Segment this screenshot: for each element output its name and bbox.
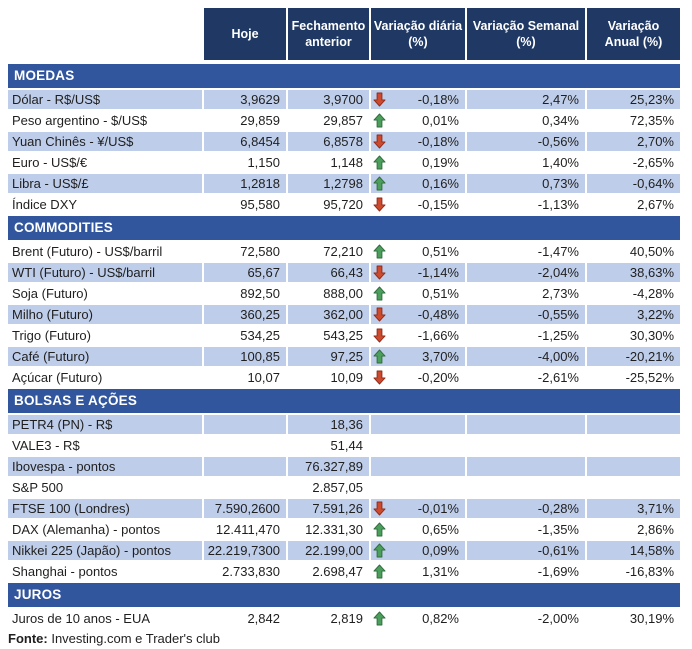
row-label: Trigo (Futuro) bbox=[8, 326, 202, 345]
variacao-semanal-value: -1,35% bbox=[467, 520, 585, 539]
table-row bbox=[8, 174, 680, 193]
variacao-diaria-value: -0,18% bbox=[417, 92, 459, 107]
arrow-slot-empty bbox=[373, 438, 387, 454]
row-label: DAX (Alemanha) - pontos bbox=[8, 520, 202, 539]
hoje-value: 12.411,470 bbox=[204, 520, 286, 539]
table-row bbox=[8, 499, 680, 518]
hoje-value: 3,9629 bbox=[204, 90, 286, 109]
hoje-value: 534,25 bbox=[204, 326, 286, 345]
variacao-semanal-value: -1,47% bbox=[467, 242, 585, 261]
variacao-diaria-cell bbox=[371, 242, 465, 261]
arrow-slot-empty bbox=[373, 459, 387, 475]
variacao-diaria-value: -0,20% bbox=[417, 370, 459, 385]
row-label: FTSE 100 (Londres) bbox=[8, 499, 202, 518]
row-label: Shanghai - pontos bbox=[8, 562, 202, 581]
variacao-diaria-cell bbox=[371, 174, 465, 193]
variacao-anual-value: 72,35% bbox=[587, 111, 680, 130]
arrow-down-icon bbox=[373, 265, 387, 281]
row-label: Café (Futuro) bbox=[8, 347, 202, 366]
variacao-diaria-cell bbox=[371, 347, 465, 366]
variacao-diaria-cell bbox=[371, 520, 465, 539]
hoje-value: 100,85 bbox=[204, 347, 286, 366]
table-row bbox=[8, 347, 680, 366]
variacao-diaria-cell bbox=[371, 284, 465, 303]
hoje-value: 2,842 bbox=[204, 609, 286, 628]
variacao-diaria-cell bbox=[371, 90, 465, 109]
variacao-diaria-value: 0,19% bbox=[422, 155, 459, 170]
variacao-diaria-value: 1,31% bbox=[422, 564, 459, 579]
fechamento-anterior-value: 2.698,47 bbox=[288, 562, 369, 581]
row-label: Ibovespa - pontos bbox=[8, 457, 202, 476]
variacao-diaria-value: -1,14% bbox=[417, 265, 459, 280]
table-row bbox=[8, 111, 680, 130]
variacao-diaria-value: -0,18% bbox=[417, 134, 459, 149]
variacao-semanal-value bbox=[467, 457, 585, 476]
hoje-value: 10,07 bbox=[204, 368, 286, 387]
table-row bbox=[8, 541, 680, 560]
table-row bbox=[8, 478, 680, 497]
section-header-juros: JUROS bbox=[8, 583, 680, 607]
fechamento-anterior-value: 72,210 bbox=[288, 242, 369, 261]
table-header-row bbox=[8, 8, 680, 60]
variacao-anual-value: 2,67% bbox=[587, 195, 680, 214]
variacao-semanal-value: -2,00% bbox=[467, 609, 585, 628]
variacao-anual-value: 40,50% bbox=[587, 242, 680, 261]
hoje-value: 2.733,830 bbox=[204, 562, 286, 581]
hoje-value bbox=[204, 457, 286, 476]
fechamento-anterior-value: 1,2798 bbox=[288, 174, 369, 193]
variacao-semanal-value: -1,13% bbox=[467, 195, 585, 214]
arrow-up-icon bbox=[373, 244, 387, 260]
table-row bbox=[8, 326, 680, 345]
variacao-anual-value: 30,19% bbox=[587, 609, 680, 628]
variacao-anual-value bbox=[587, 415, 680, 434]
section-header-moedas: MOEDAS bbox=[8, 64, 680, 88]
variacao-diaria-cell bbox=[371, 263, 465, 282]
table-row bbox=[8, 457, 680, 476]
fechamento-anterior-value: 76.327,89 bbox=[288, 457, 369, 476]
variacao-diaria-cell bbox=[371, 499, 465, 518]
fechamento-anterior-value: 10,09 bbox=[288, 368, 369, 387]
variacao-anual-value: -16,83% bbox=[587, 562, 680, 581]
arrow-down-icon bbox=[373, 197, 387, 213]
column-header-fechamento-anterior: Fechamento anterior bbox=[288, 8, 369, 60]
variacao-anual-value: 2,86% bbox=[587, 520, 680, 539]
table-row bbox=[8, 195, 680, 214]
variacao-diaria-cell bbox=[371, 368, 465, 387]
arrow-up-icon bbox=[373, 349, 387, 365]
arrow-down-icon bbox=[373, 370, 387, 386]
row-label: Brent (Futuro) - US$/barril bbox=[8, 242, 202, 261]
row-label: Açúcar (Futuro) bbox=[8, 368, 202, 387]
variacao-diaria-cell bbox=[371, 305, 465, 324]
variacao-diaria-cell bbox=[371, 457, 465, 476]
hoje-value: 7.590,2600 bbox=[204, 499, 286, 518]
table-row bbox=[8, 520, 680, 539]
table-row bbox=[8, 242, 680, 261]
variacao-diaria-cell bbox=[371, 111, 465, 130]
hoje-value: 29,859 bbox=[204, 111, 286, 130]
row-label: Libra - US$/£ bbox=[8, 174, 202, 193]
variacao-diaria-cell bbox=[371, 326, 465, 345]
column-header-hoje: Hoje bbox=[204, 8, 286, 60]
table-row bbox=[8, 562, 680, 581]
source-footer bbox=[8, 631, 680, 646]
variacao-diaria-value: 0,82% bbox=[422, 611, 459, 626]
arrow-down-icon bbox=[373, 328, 387, 344]
variacao-semanal-value: 0,34% bbox=[467, 111, 585, 130]
section-header-commodities: COMMODITIES bbox=[8, 216, 680, 240]
row-label: WTI (Futuro) - US$/barril bbox=[8, 263, 202, 282]
arrow-up-icon bbox=[373, 155, 387, 171]
row-label: Índice DXY bbox=[8, 195, 202, 214]
arrow-up-icon bbox=[373, 543, 387, 559]
table-row bbox=[8, 153, 680, 172]
variacao-semanal-value: 2,73% bbox=[467, 284, 585, 303]
arrow-slot-empty bbox=[373, 417, 387, 433]
fechamento-anterior-value: 543,25 bbox=[288, 326, 369, 345]
hoje-value: 1,150 bbox=[204, 153, 286, 172]
variacao-semanal-value: -0,61% bbox=[467, 541, 585, 560]
variacao-semanal-value: -2,04% bbox=[467, 263, 585, 282]
hoje-value bbox=[204, 415, 286, 434]
hoje-value: 892,50 bbox=[204, 284, 286, 303]
source-text: Investing.com e Trader's club bbox=[47, 631, 221, 646]
variacao-semanal-value: -2,61% bbox=[467, 368, 585, 387]
column-header-variacao-diaria: Variação diária (%) bbox=[371, 8, 465, 60]
fechamento-anterior-value: 95,720 bbox=[288, 195, 369, 214]
fechamento-anterior-value: 66,43 bbox=[288, 263, 369, 282]
variacao-diaria-value: -0,01% bbox=[417, 501, 459, 516]
variacao-anual-value: 2,70% bbox=[587, 132, 680, 151]
variacao-diaria-value: 0,51% bbox=[422, 286, 459, 301]
variacao-anual-value: 25,23% bbox=[587, 90, 680, 109]
variacao-diaria-cell bbox=[371, 415, 465, 434]
row-label: Soja (Futuro) bbox=[8, 284, 202, 303]
variacao-anual-value bbox=[587, 478, 680, 497]
variacao-diaria-cell bbox=[371, 478, 465, 497]
fechamento-anterior-value: 6,8578 bbox=[288, 132, 369, 151]
hoje-value bbox=[204, 478, 286, 497]
hoje-value: 72,580 bbox=[204, 242, 286, 261]
variacao-diaria-cell bbox=[371, 132, 465, 151]
row-label: Peso argentino - $/US$ bbox=[8, 111, 202, 130]
variacao-diaria-cell bbox=[371, 436, 465, 455]
variacao-diaria-value: 0,65% bbox=[422, 522, 459, 537]
fechamento-anterior-value: 362,00 bbox=[288, 305, 369, 324]
variacao-anual-value: -4,28% bbox=[587, 284, 680, 303]
table-row bbox=[8, 415, 680, 434]
fechamento-anterior-value: 3,9700 bbox=[288, 90, 369, 109]
fechamento-anterior-value: 2,819 bbox=[288, 609, 369, 628]
variacao-semanal-value bbox=[467, 436, 585, 455]
arrow-down-icon bbox=[373, 307, 387, 323]
variacao-diaria-value: 0,51% bbox=[422, 244, 459, 259]
hoje-value: 1,2818 bbox=[204, 174, 286, 193]
row-label: Dólar - R$/US$ bbox=[8, 90, 202, 109]
arrow-up-icon bbox=[373, 286, 387, 302]
row-label: Euro - US$/€ bbox=[8, 153, 202, 172]
hoje-value: 360,25 bbox=[204, 305, 286, 324]
variacao-semanal-value: 0,73% bbox=[467, 174, 585, 193]
variacao-semanal-value: 2,47% bbox=[467, 90, 585, 109]
fechamento-anterior-value: 29,857 bbox=[288, 111, 369, 130]
row-label: Milho (Futuro) bbox=[8, 305, 202, 324]
hoje-value: 22.219,7300 bbox=[204, 541, 286, 560]
arrow-up-icon bbox=[373, 113, 387, 129]
variacao-diaria-cell bbox=[371, 541, 465, 560]
variacao-diaria-cell bbox=[371, 153, 465, 172]
fechamento-anterior-value: 97,25 bbox=[288, 347, 369, 366]
arrow-up-icon bbox=[373, 611, 387, 627]
variacao-anual-value: 3,71% bbox=[587, 499, 680, 518]
arrow-down-icon bbox=[373, 501, 387, 517]
variacao-diaria-value: 0,01% bbox=[422, 113, 459, 128]
variacao-anual-value bbox=[587, 436, 680, 455]
hoje-value bbox=[204, 436, 286, 455]
variacao-diaria-value: 3,70% bbox=[422, 349, 459, 364]
variacao-semanal-value: -0,28% bbox=[467, 499, 585, 518]
table-row bbox=[8, 284, 680, 303]
variacao-anual-value: -25,52% bbox=[587, 368, 680, 387]
fechamento-anterior-value: 18,36 bbox=[288, 415, 369, 434]
row-label: Yuan Chinês - ¥/US$ bbox=[8, 132, 202, 151]
table-row bbox=[8, 305, 680, 324]
variacao-semanal-value: -1,25% bbox=[467, 326, 585, 345]
variacao-anual-value: -0,64% bbox=[587, 174, 680, 193]
row-label: Juros de 10 anos - EUA bbox=[8, 609, 202, 628]
variacao-diaria-cell bbox=[371, 562, 465, 581]
variacao-anual-value: -2,65% bbox=[587, 153, 680, 172]
variacao-diaria-value: -1,66% bbox=[417, 328, 459, 343]
table-row bbox=[8, 263, 680, 282]
fechamento-anterior-value: 12.331,30 bbox=[288, 520, 369, 539]
column-header-variacao-semanal: Variação Semanal (%) bbox=[467, 8, 585, 60]
fechamento-anterior-value: 888,00 bbox=[288, 284, 369, 303]
variacao-semanal-value bbox=[467, 478, 585, 497]
variacao-anual-value: 30,30% bbox=[587, 326, 680, 345]
hoje-value: 95,580 bbox=[204, 195, 286, 214]
variacao-diaria-cell bbox=[371, 195, 465, 214]
arrow-down-icon bbox=[373, 134, 387, 150]
variacao-anual-value: 3,22% bbox=[587, 305, 680, 324]
fechamento-anterior-value: 2.857,05 bbox=[288, 478, 369, 497]
hoje-value: 6,8454 bbox=[204, 132, 286, 151]
header-corner-spacer bbox=[8, 8, 202, 60]
table-body bbox=[8, 8, 680, 628]
variacao-semanal-value: -4,00% bbox=[467, 347, 585, 366]
fechamento-anterior-value: 7.591,26 bbox=[288, 499, 369, 518]
variacao-semanal-value: 1,40% bbox=[467, 153, 585, 172]
table-row bbox=[8, 436, 680, 455]
arrow-up-icon bbox=[373, 176, 387, 192]
table-row bbox=[8, 90, 680, 109]
variacao-diaria-value: -0,15% bbox=[417, 197, 459, 212]
hoje-value: 65,67 bbox=[204, 263, 286, 282]
variacao-semanal-value: -0,56% bbox=[467, 132, 585, 151]
variacao-diaria-value: 0,16% bbox=[422, 176, 459, 191]
table-row bbox=[8, 132, 680, 151]
table-row bbox=[8, 368, 680, 387]
variacao-anual-value: -20,21% bbox=[587, 347, 680, 366]
variacao-semanal-value: -0,55% bbox=[467, 305, 585, 324]
variacao-diaria-value: 0,09% bbox=[422, 543, 459, 558]
fechamento-anterior-value: 51,44 bbox=[288, 436, 369, 455]
fechamento-anterior-value: 1,148 bbox=[288, 153, 369, 172]
section-header-bolsas-e-acoes: BOLSAS E AÇÕES bbox=[8, 389, 680, 413]
variacao-diaria-cell bbox=[371, 609, 465, 628]
variacao-anual-value: 38,63% bbox=[587, 263, 680, 282]
row-label: S&P 500 bbox=[8, 478, 202, 497]
variacao-anual-value bbox=[587, 457, 680, 476]
table-row bbox=[8, 609, 680, 628]
variacao-semanal-value: -1,69% bbox=[467, 562, 585, 581]
row-label: PETR4 (PN) - R$ bbox=[8, 415, 202, 434]
source-label: Fonte: bbox=[8, 631, 48, 646]
arrow-up-icon bbox=[373, 564, 387, 580]
arrow-slot-empty bbox=[373, 480, 387, 496]
variacao-diaria-value: -0,48% bbox=[417, 307, 459, 322]
column-header-variacao-anual: Variação Anual (%) bbox=[587, 8, 680, 60]
row-label: VALE3 - R$ bbox=[8, 436, 202, 455]
arrow-down-icon bbox=[373, 92, 387, 108]
variacao-anual-value: 14,58% bbox=[587, 541, 680, 560]
variacao-semanal-value bbox=[467, 415, 585, 434]
fechamento-anterior-value: 22.199,00 bbox=[288, 541, 369, 560]
arrow-up-icon bbox=[373, 522, 387, 538]
row-label: Nikkei 225 (Japão) - pontos bbox=[8, 541, 202, 560]
